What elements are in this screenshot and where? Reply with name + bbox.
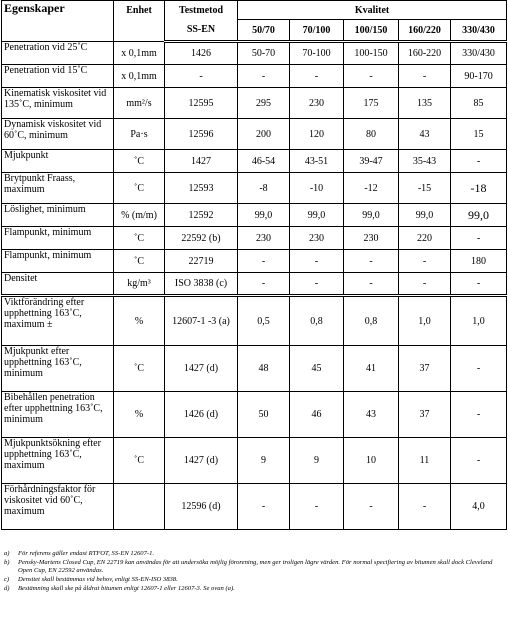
property-cell: Flampunkt, minimum <box>2 250 114 273</box>
property-cell: Mjukpunktsökning efter upphettning 163˚C, maximum <box>2 438 114 484</box>
value-cell: - <box>344 250 399 273</box>
footnote <box>4 585 504 594</box>
value-cell: - <box>290 273 344 296</box>
value-cell: -8 <box>238 173 290 204</box>
value-cell: 230 <box>290 88 344 119</box>
method-cell: 12592 <box>165 204 238 227</box>
footnote <box>4 550 504 559</box>
method-cell: 1427 (d) <box>165 438 238 484</box>
footnote-key: d) <box>4 584 10 592</box>
unit-cell: ˚C <box>114 250 165 273</box>
footnote-text: För referens gäller endast RTFOT, SS-EN 12607-1. <box>18 550 155 557</box>
value-cell: 230 <box>344 227 399 250</box>
header-egenskaper: Egenskaper <box>2 1 114 42</box>
unit-cell: ˚C <box>114 438 165 484</box>
unit-cell: % <box>114 392 165 438</box>
property-cell: Penetration vid 15˚C <box>2 65 114 88</box>
table-row <box>2 150 507 173</box>
value-cell: - <box>399 484 451 530</box>
method-cell: 22719 <box>165 250 238 273</box>
value-cell: 46 <box>290 392 344 438</box>
header-grade: 100/150 <box>344 20 399 42</box>
value-cell: 220 <box>399 227 451 250</box>
table-row <box>2 173 507 204</box>
value-cell: - <box>399 65 451 88</box>
unit-cell <box>114 484 165 530</box>
footnote <box>4 576 504 585</box>
footnote-key: b) <box>4 558 10 566</box>
value-cell: 120 <box>290 119 344 150</box>
value-cell: - <box>451 227 507 250</box>
table-row <box>2 392 507 438</box>
value-cell: 295 <box>238 88 290 119</box>
unit-cell: % <box>114 296 165 346</box>
method-cell: 1426 <box>165 42 238 65</box>
method-cell: 22592 (b) <box>165 227 238 250</box>
value-cell: 0,8 <box>290 296 344 346</box>
value-cell: 175 <box>344 88 399 119</box>
footnote-text: Bestämning skall ske på åldrat bitumen enligt 12607-1 eller 12607-3. Se ovan (a). <box>18 584 235 592</box>
value-cell: -15 <box>399 173 451 204</box>
value-cell: 180 <box>451 250 507 273</box>
footnote <box>4 559 504 576</box>
value-cell: 200 <box>238 119 290 150</box>
property-cell: Kinematisk viskositet vid 135˚C, minimum <box>2 88 114 119</box>
header-ss-en: SS-EN <box>165 20 238 42</box>
table-row <box>2 42 507 65</box>
method-cell: 12595 <box>165 88 238 119</box>
property-cell: Förhårdningsfaktor för viskositet vid 60˚C, maximum <box>2 484 114 530</box>
value-cell: -12 <box>344 173 399 204</box>
method-cell: - <box>165 65 238 88</box>
method-cell: 12596 (d) <box>165 484 238 530</box>
value-cell: - <box>344 65 399 88</box>
value-cell: - <box>451 438 507 484</box>
value-cell: - <box>399 273 451 296</box>
value-cell: 90-170 <box>451 65 507 88</box>
property-cell: Densitet <box>2 273 114 296</box>
method-cell: 12596 <box>165 119 238 150</box>
value-cell: 160-220 <box>399 42 451 65</box>
value-cell: 1,0 <box>451 296 507 346</box>
value-cell: - <box>238 484 290 530</box>
value-cell: 230 <box>238 227 290 250</box>
value-cell: - <box>344 273 399 296</box>
property-cell: Penetration vid 25˚C <box>2 42 114 65</box>
value-cell: 43 <box>344 392 399 438</box>
header-testmetod: Testmetod <box>165 1 238 20</box>
unit-cell: ˚C <box>114 150 165 173</box>
property-cell: Viktförändring efter upphettning 163˚C, maximum ± <box>2 296 114 346</box>
value-cell: 11 <box>399 438 451 484</box>
value-cell: 45 <box>290 346 344 392</box>
value-cell: - <box>451 150 507 173</box>
table-row <box>2 204 507 227</box>
value-cell: 41 <box>344 346 399 392</box>
value-cell: 1,0 <box>399 296 451 346</box>
footnote-text: Densitet skall bestämmas vid behov, enligt SS-EN-ISO 3838. <box>18 576 178 584</box>
method-cell: 1426 (d) <box>165 392 238 438</box>
value-cell: 37 <box>399 392 451 438</box>
value-cell: 39-47 <box>344 150 399 173</box>
value-cell: 80 <box>344 119 399 150</box>
table-row <box>2 296 507 346</box>
value-cell: 99,0 <box>290 204 344 227</box>
property-cell: Flampunkt, minimum <box>2 227 114 250</box>
value-cell: - <box>451 392 507 438</box>
value-cell: -18 <box>451 173 507 204</box>
value-cell: 230 <box>290 227 344 250</box>
value-cell: 48 <box>238 346 290 392</box>
value-cell: 37 <box>399 346 451 392</box>
value-cell: - <box>399 250 451 273</box>
unit-cell: kg/m³ <box>114 273 165 296</box>
unit-cell: mm²/s <box>114 88 165 119</box>
value-cell: 46-54 <box>238 150 290 173</box>
method-cell: 12593 <box>165 173 238 204</box>
property-cell: Bibehållen penetration efter upphettning 163˚C, minimum <box>2 392 114 438</box>
table-row <box>2 484 507 530</box>
value-cell: 99,0 <box>344 204 399 227</box>
value-cell: 0,8 <box>344 296 399 346</box>
value-cell: 70-100 <box>290 42 344 65</box>
value-cell: 50-70 <box>238 42 290 65</box>
property-cell: Löslighet, minimum <box>2 204 114 227</box>
unit-cell: Pa·s <box>114 119 165 150</box>
value-cell: 35-43 <box>399 150 451 173</box>
header-kvalitet: Kvalitet <box>238 1 507 20</box>
value-cell: - <box>344 484 399 530</box>
method-cell: ISO 3838 (c) <box>165 273 238 296</box>
property-cell: Mjukpunkt efter upphettning 163˚C, minimum <box>2 346 114 392</box>
footnotes <box>4 550 504 594</box>
value-cell: -10 <box>290 173 344 204</box>
spec-table <box>1 0 507 530</box>
header-grade: 70/100 <box>290 20 344 42</box>
method-cell: 1427 (d) <box>165 346 238 392</box>
unit-cell: x 0,1mm <box>114 65 165 88</box>
value-cell: - <box>290 65 344 88</box>
header-grade: 50/70 <box>238 20 290 42</box>
value-cell: - <box>290 484 344 530</box>
table-row <box>2 250 507 273</box>
value-cell: - <box>238 273 290 296</box>
header-grade: 160/220 <box>399 20 451 42</box>
property-cell: Dynamisk viskositet vid 60˚C, minimum <box>2 119 114 150</box>
value-cell: 9 <box>238 438 290 484</box>
unit-cell: ˚C <box>114 227 165 250</box>
property-cell: Brytpunkt Fraass, maximum <box>2 173 114 204</box>
footnote-text: Pensky-Martens Closed Cup, EN 22719 kan användas för att undersöka möjlig förorening, men ger troligen lägre värden. För normal specifiering av bitumen skall dock Cleveland Open Cup, EN 22592 användas. <box>18 558 493 575</box>
value-cell: 43 <box>399 119 451 150</box>
table-row <box>2 438 507 484</box>
footnote-key: a) <box>4 550 10 557</box>
value-cell: - <box>238 65 290 88</box>
footnote-key: c) <box>4 576 10 584</box>
value-cell: 99,0 <box>451 204 507 227</box>
value-cell: 99,0 <box>238 204 290 227</box>
value-cell: 330/430 <box>451 42 507 65</box>
value-cell: 99,0 <box>399 204 451 227</box>
header-grade: 330/430 <box>451 20 507 42</box>
method-cell: 1427 <box>165 150 238 173</box>
value-cell: 10 <box>344 438 399 484</box>
header-enhet: Enhet <box>114 1 165 42</box>
value-cell: - <box>451 346 507 392</box>
unit-cell: % (m/m) <box>114 204 165 227</box>
value-cell: 100-150 <box>344 42 399 65</box>
unit-cell: ˚C <box>114 346 165 392</box>
value-cell: - <box>451 273 507 296</box>
value-cell: 43-51 <box>290 150 344 173</box>
value-cell: 0,5 <box>238 296 290 346</box>
property-cell: Mjukpunkt <box>2 150 114 173</box>
method-cell: 12607-1 -3 (a) <box>165 296 238 346</box>
value-cell: 50 <box>238 392 290 438</box>
value-cell: 15 <box>451 119 507 150</box>
table-row <box>2 346 507 392</box>
unit-cell: ˚C <box>114 173 165 204</box>
table-row <box>2 273 507 296</box>
value-cell: 9 <box>290 438 344 484</box>
table-row <box>2 227 507 250</box>
table-row <box>2 88 507 119</box>
value-cell: 4,0 <box>451 484 507 530</box>
unit-cell: x 0,1mm <box>114 42 165 65</box>
table-row <box>2 65 507 88</box>
value-cell: 85 <box>451 88 507 119</box>
value-cell: - <box>238 250 290 273</box>
table-row <box>2 119 507 150</box>
value-cell: - <box>290 250 344 273</box>
value-cell: 135 <box>399 88 451 119</box>
